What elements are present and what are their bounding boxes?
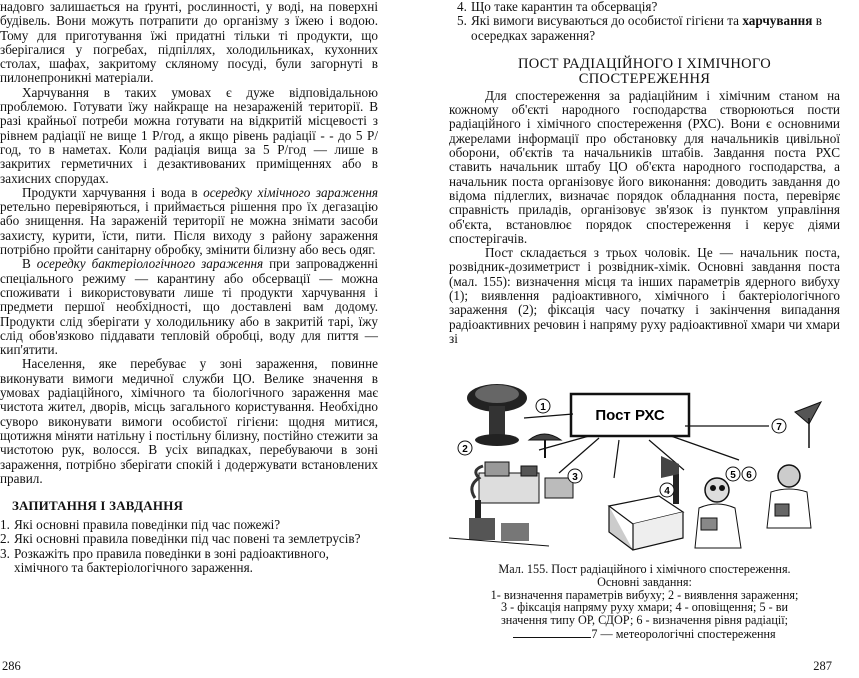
list-item: 2. Які основні правила поведінки під час повені та землетрусів? bbox=[0, 531, 361, 547]
mushroom-cloud-icon bbox=[467, 384, 527, 446]
list-item: 5. Які вимоги висуваються до особистої гігієни та харчування в осередках зараження? bbox=[457, 13, 822, 43]
equipment-icon bbox=[479, 462, 573, 503]
caption-line: Основні завдання: bbox=[597, 574, 692, 589]
figure-number: 5 bbox=[730, 470, 736, 481]
left-column bbox=[0, 0, 378, 575]
right-page bbox=[449, 0, 840, 678]
page-number: 286 bbox=[2, 659, 21, 673]
blank-underline bbox=[513, 627, 591, 638]
figure-caption bbox=[449, 563, 840, 641]
observation-device-icon bbox=[529, 434, 561, 458]
observer-gasmask-icon bbox=[695, 478, 741, 548]
list-item: 1. Які основні правила поведінки під час пожежі? bbox=[0, 517, 281, 533]
caption-line: 1- визначення параметрів вибуху; 2 - виявлення зараження; bbox=[490, 587, 799, 602]
paragraph: Пост складається з трьох чоловік. Це — начальник поста, розвідник-дозиметрист і розвідник-хімік. Основні завдання поста (мал. 155): визначення місця та інших параметрів ядерного вибуху (1); виявлення радіоактивного, хімічного і бактеріологічного зараження (2); фіксація часу початку і закінчення випадання радіоактивних речовин і напряму руху радіоактивної хмари чи хмари зі bbox=[449, 245, 840, 346]
observer-dosimeter-icon bbox=[767, 465, 811, 528]
post-label-box bbox=[571, 394, 689, 436]
figure-number: 2 bbox=[462, 444, 468, 455]
question-list bbox=[457, 0, 840, 43]
paragraph: Харчування в таких умовах є дуже відповідальною проблемою. Готувати їжу найкраще на незараженій території. В разі крайньої потреби можна готувати на відкритій місцевості з рівнем радіації не вище 1 Р/год, а якщо рівень радіації - - до 5 Р/год, то в наметах. Коли радіація вища за 5 Р/год — лише в закритих герметичних і дезактивованих приміщеннях або в захисних спорудах. bbox=[0, 84, 378, 186]
section-title: ЗАПИТАННЯ І ЗАВДАННЯ bbox=[12, 498, 184, 514]
section-heading: ПОСТ РАДІАЦІЙНОГО І ХІМІЧНОГО СПОСТЕРЕЖЕННЯ bbox=[517, 55, 771, 87]
list-item: 4. Що таке карантин та обсервація? bbox=[457, 0, 658, 14]
right-column bbox=[449, 0, 840, 346]
post-label: Пост РХС bbox=[595, 407, 665, 424]
wind-vane-icon bbox=[795, 402, 821, 448]
page-number: 287 bbox=[813, 659, 832, 673]
caption-line: 7 — метеорологічні спостереження bbox=[449, 627, 840, 641]
box-icon bbox=[609, 496, 683, 550]
figure-number: 7 bbox=[776, 422, 782, 433]
figure-number: 6 bbox=[746, 470, 752, 481]
paragraph: Населення, яке перебуває у зоні зараження, повинне виконувати вимоги медичної служби ЦО. Велике значення в умовах радіаційного, хімічного та біологічного зараження має чистота жител, дворів, місць загального користування. Необхідно суворо виконувати вимоги особистої гігієни: щодня митися, щотижня міняти натільну і постільну білизну, постійно стежити за чистотою рук, волосся. В усіх випадках, перебуваючи в зоні зараження, потрібно зберігати спокій і додержувати встановлених правил. bbox=[0, 356, 378, 486]
list-item: 3. Розкажіть про правила поведінки в зоні радіоактивного, хімічного та бактеріологічного зараження. bbox=[0, 545, 329, 575]
figure-number: 3 bbox=[572, 472, 578, 483]
figure-number: 4 bbox=[664, 486, 670, 497]
caption-line: 3 - фіксація напряму руху хмари; 4 - оповіщення; 5 - ви bbox=[501, 600, 788, 615]
figure-number: 1 bbox=[540, 402, 546, 413]
caption-line: Мал. 155. Пост радіаційного і хімічного спостереження. bbox=[498, 562, 791, 576]
paragraph: Продукти харчування і вода в осередку хімічного зараження ретельно перевіряються, і приймається рішення про їх дегазацію або знищення. На зараженій території не можна знімати засоби захисту, курити, їсти, пити. Після виходу з району зараження потрібно пройти санітарну обробку, змінити білизну або весь одяг. bbox=[0, 184, 378, 258]
question-list bbox=[0, 518, 378, 575]
caption-line: значення типу ОР, СДОР; 6 - визначення рівня радіації; bbox=[500, 613, 789, 628]
paragraph: надовго залишається на ґрунті, рослинності, у воді, на поверхні будівель. Вони можуть потрапити до організму з їжею і водою. Тому для приготування їжі придатні тільки ті продукти, що зберігалися у погребах, підпіллях, холодильниках, кухонних столах, шафах, закритому скляному посуді, були загорнуті в пилонепроникні матеріали. bbox=[0, 0, 378, 86]
rhs-post-illustration bbox=[449, 378, 840, 558]
paragraph: В осередку бактеріологічного зараження при запровадженні спеціального режиму — карантину або обсервації — можна споживати і використовувати лише ті продукти харчування і предмети першої необхідності, що доставлені вам додому. Продукти слід зберігати у холодильнику або в закритій тарі, їжу слід обов'язково піддавати тепловій обробці, воду для пиття — кип'ятити. bbox=[0, 256, 379, 358]
left-page bbox=[0, 0, 386, 678]
figure-illustration bbox=[449, 378, 840, 558]
paragraph: Для спостереження за радіаційним і хімічним станом на кожному об'єкті народного господарства створюються пости радіаційного і хімічного спостереження (РХС). Вони є основними джерелами інформації про обстановку для начальників цивільної оборони, об'єктів та начальників штабів. Завдання поста РХС ставить начальник штабу ЦО об'єкта народного господарства, а начальник поста організовує його виконання: доводить завдання до відома підлеглих, визначає порядок обладнання поста, перевіряє справність приладів, організовує зв'язок із пунктом управління об'єкта, встановлює порядок спостереження і керує діями спостерігачів. bbox=[449, 87, 840, 246]
